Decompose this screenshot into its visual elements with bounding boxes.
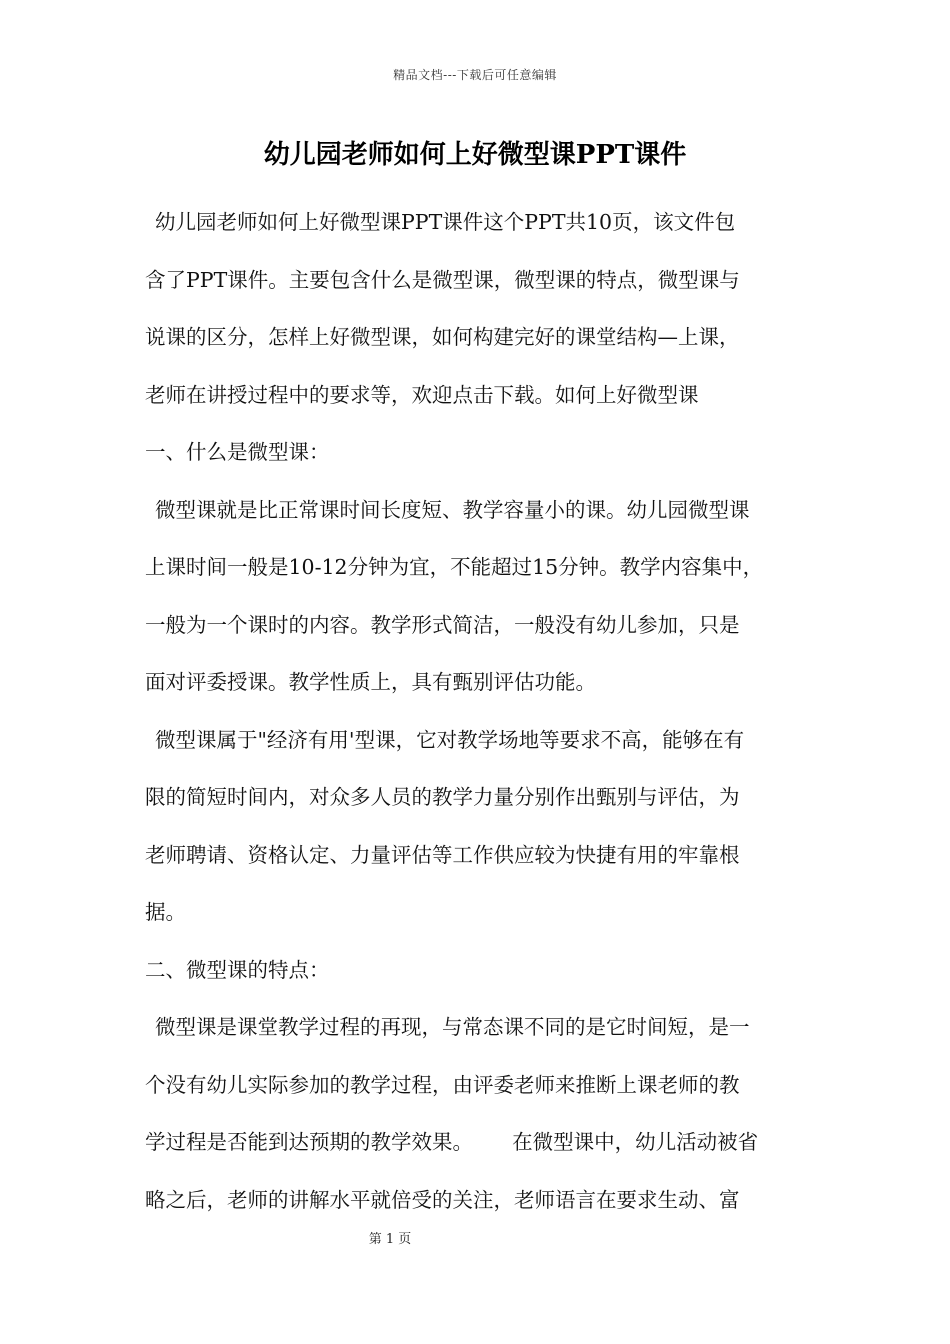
body-line: 个没有幼儿实际参加的教学过程，由评委老师来推断上课老师的教 [145, 1072, 740, 1097]
page-header: 精品文档---下载后可任意编辑 [393, 68, 557, 82]
document-title: 幼儿园老师如何上好微型课PPT课件 [263, 140, 687, 170]
body-line: 老师在讲授过程中的要求等，欢迎点击下载。如何上好微型课 [145, 382, 699, 407]
body-line: 微型课是课堂教学过程的再现，与常态课不同的是它时间短，是一 [155, 1015, 750, 1039]
page-number: 第 1 页 [368, 1232, 412, 1247]
body-line: 学过程是否能到达预期的教学效果。 在微型课中，幼儿活动被省 [145, 1130, 759, 1154]
body-line: 含了PPT课件。主要包含什么是微型课，微型课的特点，微型课与 [145, 267, 740, 292]
body-line: 限的简短时间内，对众多人员的教学力量分别作出甄别与评估，为 [145, 785, 740, 809]
document-body [145, 194, 817, 1229]
body-line: 据。 [145, 900, 186, 924]
body-line: 说课的区分，怎样上好微型课，如何构建完好的课堂结构—上课， [145, 325, 740, 349]
body-line: 微型课就是比正常课时间长度短、教学容量小的课。幼儿园微型课 [155, 497, 750, 522]
body-line: 上课时间一般是10-12分钟为宜，不能超过15分钟。教学内容集中， [145, 555, 764, 579]
body-line: 幼儿园老师如何上好微型课PPT课件这个PPT共10页，该文件包 [155, 210, 736, 234]
body-line: 老师聘请、资格认定、力量评估等工作供应较为快捷有用的牢靠根 [145, 842, 740, 867]
body-line: 微型课属于"经济有用'型课，它对教学场地等要求不高，能够在有 [155, 727, 745, 752]
body-line: 略之后，老师的讲解水平就倍受的关注，老师语言在要求生动、富 [145, 1187, 740, 1212]
body-line: 一般为一个课时的内容。教学形式简洁，一般没有幼儿参加，只是 [145, 612, 740, 637]
body-line: 面对评委授课。教学性质上，具有甄别评估功能。 [145, 670, 596, 694]
section-heading: 二、微型课的特点： [145, 957, 330, 982]
section-heading: 一、什么是微型课： [145, 440, 330, 464]
